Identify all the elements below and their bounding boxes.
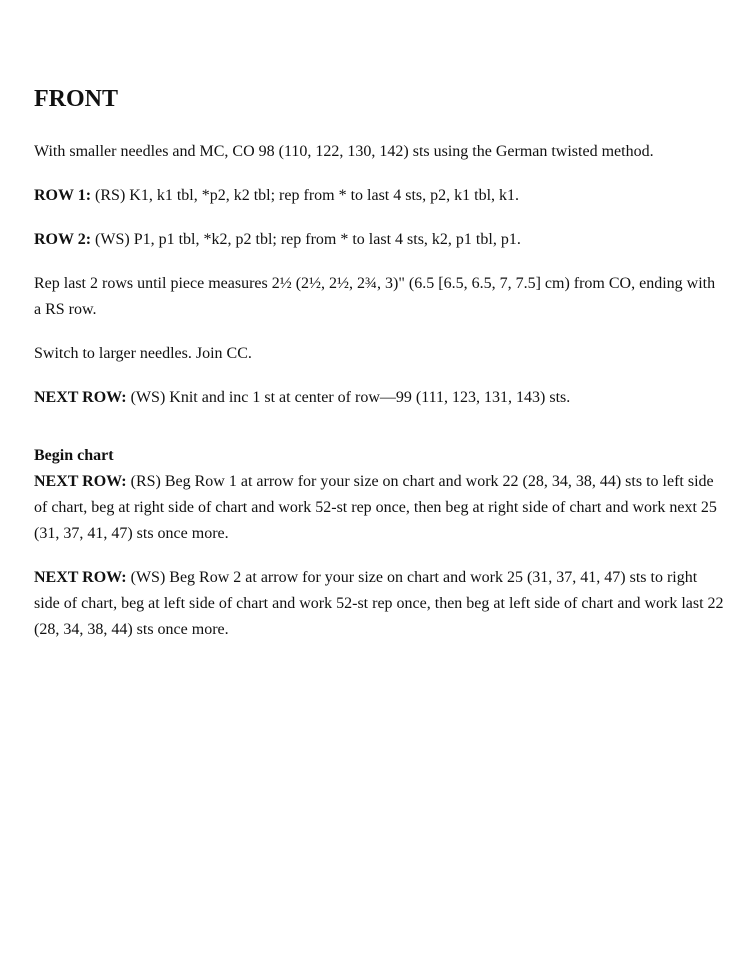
row-1-instruction bbox=[34, 183, 724, 209]
intro-paragraph: With smaller needles and MC, CO 98 (110, 122, 130, 142) sts using the German twisted method. bbox=[34, 143, 654, 160]
next-row-3-text: (WS) Beg Row 2 at arrow for your size on chart and work 25 (31, 37, 41, 47) sts to right side of chart, beg at left side of chart and work 52-st rep once, then beg at left side of chart and work last 22 (28, 34, 38, 44) sts once more. bbox=[34, 569, 724, 638]
section-title: FRONT bbox=[34, 86, 118, 112]
next-row-1-instruction bbox=[34, 385, 724, 411]
next-row-1-text: (WS) Knit and inc 1 st at center of row—99 (111, 123, 131, 143) sts. bbox=[126, 389, 571, 406]
switch-needles-paragraph: Switch to larger needles. Join CC. bbox=[34, 345, 252, 362]
next-row-1-label: NEXT ROW: bbox=[34, 389, 127, 406]
next-row-3-label: NEXT ROW: bbox=[34, 569, 127, 586]
next-row-2-instruction bbox=[34, 469, 724, 547]
next-row-2-text: (RS) Beg Row 1 at arrow for your size on chart and work 22 (28, 34, 38, 44) sts to left side of chart, beg at right side of chart and work 52-st rep once, then beg at right side of chart and work next 25 (31, 37, 41, 47) sts once more. bbox=[34, 473, 717, 542]
begin-chart-heading: Begin chart bbox=[34, 447, 114, 464]
document-page bbox=[34, 84, 724, 643]
row-2-instruction bbox=[34, 227, 724, 253]
row-2-label: ROW 2: bbox=[34, 231, 92, 248]
row-1-label: ROW 1: bbox=[34, 187, 92, 204]
row-1-text: (RS) K1, k1 tbl, *p2, k2 tbl; rep from * to last 4 sts, p2, k1 tbl, k1. bbox=[91, 187, 520, 204]
row-2-text: (WS) P1, p1 tbl, *k2, p2 tbl; rep from * to last 4 sts, k2, p1 tbl, p1. bbox=[91, 231, 521, 248]
next-row-3-instruction bbox=[34, 565, 724, 643]
repeat-paragraph: Rep last 2 rows until piece measures 2½ (2½, 2½, 2¾, 3)" (6.5 [6.5, 6.5, 7, 7.5] cm) from CO, ending with a RS row. bbox=[34, 275, 716, 318]
next-row-2-label: NEXT ROW: bbox=[34, 473, 127, 490]
